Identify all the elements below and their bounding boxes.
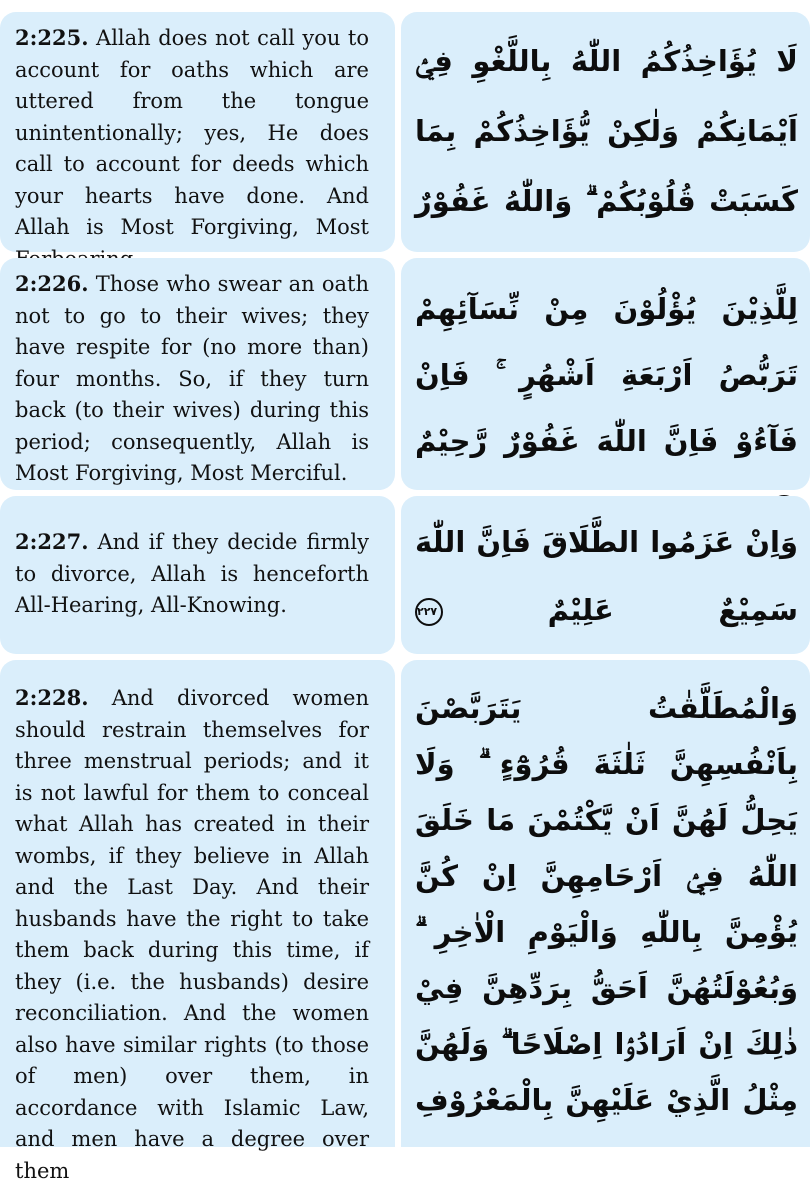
verse-row-227: [0, 496, 810, 654]
translation-body: Allah does not call you to account for oaths which are uttered from the tongue unintentionally; yes, He does call to account for deeds which your hearts have done. And Allah is Most Forgiving, Most: [15, 26, 369, 239]
arabic-card: [401, 12, 810, 252]
translation-body: And if they decide firmly to divorce, Allah is henceforth All-Hearing, All-Knowing.: [15, 530, 369, 617]
verse-row-226: [0, 258, 810, 490]
translation-body: And divorced women should restrain themselves for three menstrual periods; and it is not lawful for them to conceal what Allah has created in their wombs, if they believe in Allah and the Last Day. And their husbands have the right to take them back during this time, if they (i.e. the husbands) desire reconciliation. And the women also have similar rights (to those of men) over them, in accordance with Islamic Law, and men have a degree over them: [15, 686, 369, 1183]
arabic-card: [401, 258, 810, 490]
translation-text: [15, 268, 369, 490]
translation-text: [15, 22, 369, 275]
arabic-verse: وَالْمُطَلَّقٰتُ يَتَرَبَّصْنَ بِاَنْفُسِهِنَّ ثَلٰثَةَ قُرُوْٓءٍ ۗ وَلَا يَحِلُّ لَهُنَّ اَنْ يَّكْتُمْنَ مَا خَلَقَ اللّٰهُ فِيْۤ اَرْحَامِهِنَّ اِنْ كُنَّ يُؤْمِنَّ بِاللّٰهِ وَالْيَوْمِ الْاٰخِرِ ۗ وَبُعُوْلَتُهُنَّ اَحَقُّ بِرَدِّهِنَّ فِيْ ذٰلِكَ اِنْ اَرَادُوْۤا اِصْلَاحًا ۗ وَلَهُنَّ مِثْلُ الَّذِيْ عَلَيْهِنَّ بِالْمَعْرُوْفِ: [415, 691, 798, 1117]
translation-card: [0, 258, 395, 490]
verse-reference: 2:226.: [15, 271, 89, 296]
verse-reference: 2:227.: [15, 529, 89, 554]
translation-body: Those who swear an oath not to go to their wives; they have respite for (no more than) four months. So, if they turn back (to their wives) during this period; consequently, Allah is Most Forgiving, Most Merciful.: [15, 272, 369, 485]
verse-reference: 2:225.: [15, 25, 89, 50]
arabic-verse: وَاِنْ عَزَمُوا الطَّلَاقَ فَاِنَّ اللّٰهَ سَمِيْعٌ عَلِيْمٌ: [415, 525, 798, 627]
verse-reference: 2:228.: [15, 685, 89, 710]
arabic-text: [415, 680, 798, 1128]
translation-card: [0, 496, 395, 654]
translation-text: [15, 526, 369, 622]
translation-text: [15, 682, 369, 1187]
arabic-card: [401, 660, 810, 1147]
arabic-text: [415, 508, 798, 644]
ayah-end-mark-icon: ٢٢٧: [415, 598, 443, 626]
arabic-verse: لَا يُؤَاخِذُكُمُ اللّٰهُ بِاللَّغْوِ فِيْۤ اَيْمَانِكُمْ وَلٰكِنْ يُّؤَاخِذُكُمْ بِمَا كَسَبَتْ قُلُوْبُكُمْ ۗ وَاللّٰهُ غَفُوْرٌ: [415, 44, 798, 218]
arabic-verse: لِلَّذِيْنَ يُؤْلُوْنَ مِنْ نِّسَآئِهِمْ تَرَبُّصُ اَرْبَعَةِ اَشْهُرٍ ۚ فَاِنْ فَآءُوْ فَاِنَّ اللّٰهَ غَفُوْرٌ رَّحِيْمٌ: [415, 292, 798, 458]
verse-row-225: [0, 12, 810, 252]
arabic-card: [401, 496, 810, 654]
translation-card: [0, 12, 395, 252]
verse-row-228: [0, 660, 810, 1183]
translation-card: [0, 660, 395, 1183]
